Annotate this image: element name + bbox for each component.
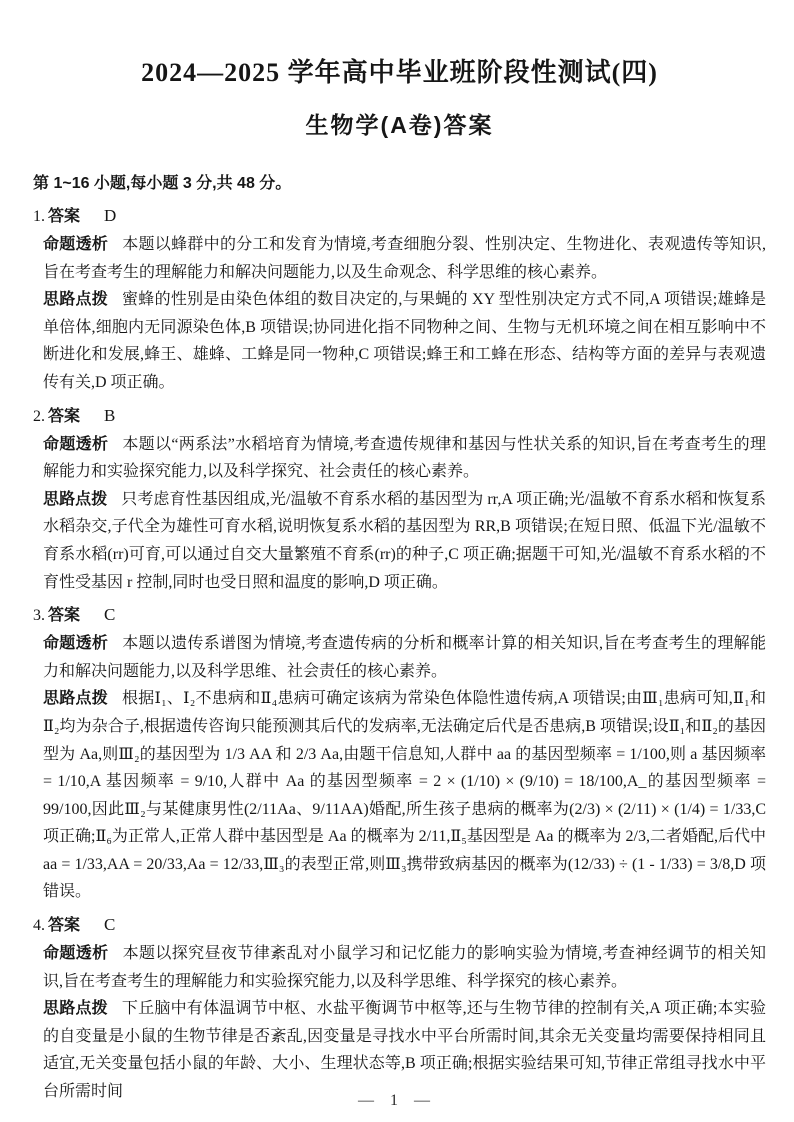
analysis-text: 本题以“两系法”水稻培育为情境,考查遗传规律和基因与性状关系的知识,旨在考查考生的理解能力和实验探究能力,以及科学探究、社会责任的核心素养。 [43,435,766,481]
tips-label: 思路点拨 [43,490,108,508]
question-block-1 [33,202,766,397]
analysis-paragraph [43,431,766,486]
answer-value: B [104,405,116,425]
analysis-label: 命题透析 [43,236,109,253]
section-note: 第 1~16 小题,每小题 3 分,共 48 分。 [33,175,292,192]
page-subtitle: 生物学(A卷)答案 [305,112,494,138]
analysis-label: 命题透析 [43,945,109,963]
analysis-text: 本题以遗传系谱图为情境,考查遗传病的分析和概率计算的相关知识,旨在考查考生的理解能力和解决问题能力,以及科学思维、社会责任的核心素养。 [43,635,766,680]
analysis-text: 本题以探究昼夜节律紊乱对小鼠学习和记忆能力的影响实验为情境,考查神经调节的相关知识,旨在考查考生的理解能力和实验探究能力,以及科学思维、科学探究的核心素养。 [43,945,766,990]
analysis-label: 命题透析 [43,635,109,653]
question-number: 2. [33,407,45,425]
answer-line [33,911,766,940]
analysis-paragraph [43,630,766,685]
tips-text: 根据Ⅰ₁、Ⅰ₂不患病和Ⅱ₄患病可确定该病为常染色体隐性遗传病,A 项错误;由Ⅲ₁患病可知,Ⅱ₁和Ⅱ₂均为杂合子,根据遗传咨询只能预测其后代的发病率,无法确定后代是否患病,B 项错误;设Ⅱ₁和Ⅱ₂的基因型为 Aa,则Ⅲ₂的基因型为 1/3 AA 和 2/3 Aa,由题干信息知,人群中 aa 的基因型频率 = 1/100,则 a 基因频率 = 1/10,A 基因频率 = 9/10,人群中 Aa 的基因型频率 = 2 × (1/10) × (9/10) = 18/100,A_的基因型频率 = 99/100,因此Ⅲ₂与某健康男性(2/11Aa、9/11AA)婚配,所生孩子患病的概率为(2/3) × (2/11) × (1/4) = 1/33,C 项正确;Ⅱ₆为正常人,正常人群中基因型是 Aa 的概率为 2/11,Ⅱ₅基因型是 Aa 的概率为 2/3,二者婚配,后代中 aa = 1/33,AA = 20/33,Aa = 12/33,Ⅲ₃的表型正常,则Ⅲ₃携带致病基因的概率为(12/33) ÷ (1 - 1/33) = 3/8,D 项错误。 [43,690,766,901]
answer-label: 答案 [48,407,81,425]
page-title: 2024—2025 学年高中毕业班阶段性测试(四) [141,58,658,87]
tips-paragraph [43,286,766,396]
tips-label: 思路点拨 [43,690,108,708]
tips-label: 思路点拨 [43,1000,108,1018]
answer-value: D [104,206,117,225]
answer-label: 答案 [48,607,81,625]
question-block-2 [33,402,766,597]
tips-text: 下丘脑中有体温调节中枢、水盐平衡调节中枢等,还与生物节律的控制有关,A 项正确;本实验的自变量是小鼠的生物节律是否紊乱,因变量是寻找水中平台所需时间,其余无关变量均需要保持相同且适宜,无关变量包括小鼠的年龄、大小、生理状态等,B 项正确;根据实验结果可知,节律正常组寻找水中平台所需时间 [43,1000,766,1101]
tips-text: 蜜蜂的性别是由染色体组的数目决定的,与果蝇的 XY 型性别决定方式不同,A 项错误;雄蜂是单倍体,细胞内无同源染色体,B 项错误;协同进化指不同物种之间、生物与无机环境之间在相互影响中不断进化和发展,蜂王、雄蜂、工蜂是同一物种,C 项错误;蜂王和工蜂在形态、结构等方面的差异与表观遗传有关,D 项正确。 [43,291,766,391]
analysis-paragraph [43,231,766,286]
question-number: 3. [33,607,45,625]
answer-line [33,601,766,630]
question-number: 4. [33,917,45,935]
question-block-3 [33,601,766,906]
analysis-text: 本题以蜂群中的分工和发育为情境,考查细胞分裂、性别决定、生物进化、表观遗传等知识,旨在考查考生的理解能力和解决问题能力,以及生命观念、科学思维的核心素养。 [43,236,766,281]
analysis-label: 命题透析 [43,435,109,453]
question-number: 1. [33,208,45,225]
answer-value: C [104,915,116,935]
tips-paragraph [43,486,766,596]
tips-label: 思路点拨 [43,291,109,309]
tips-paragraph [43,685,766,906]
tips-text: 只考虑育性基因组成,光/温敏不育系水稻的基因型为 rr,A 项正确;光/温敏不育系水稻和恢复系水稻杂交,子代全为雄性可育水稻,说明恢复系水稻的基因型为 RR,B 项错误;在短日照、低温下光/温敏不育系水稻(rr)可育,可以通过自交大量繁殖不育系(rr)的种子,C 项正确;据题干可知,光/温敏不育系水稻的不育性受基因 r 控制,同时也受日照和温度的影响,D 项正确。 [43,490,766,591]
answer-label: 答案 [48,208,81,225]
question-block-4 [33,911,766,1106]
analysis-paragraph [43,940,766,995]
answer-line [33,402,766,431]
tips-paragraph [43,995,766,1105]
page-number: — 1 — [358,1092,436,1109]
answer-label: 答案 [48,917,81,935]
answer-line [33,202,766,231]
answer-value: C [104,605,116,625]
